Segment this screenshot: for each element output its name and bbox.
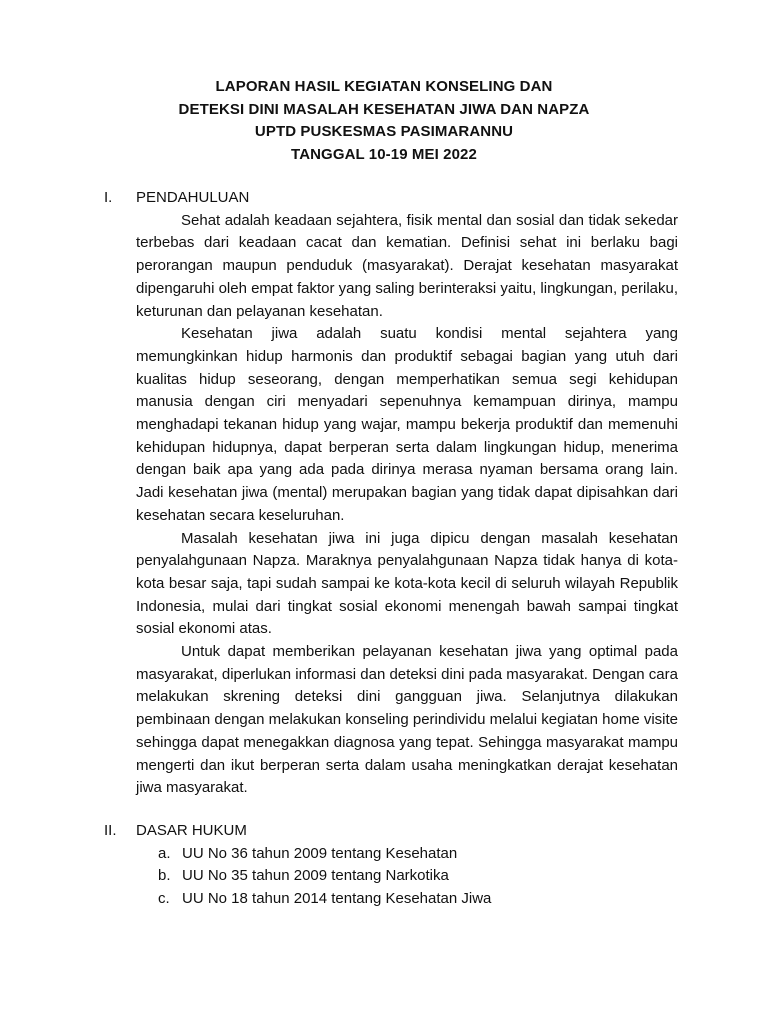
title-line-1: LAPORAN HASIL KEGIATAN KONSELING DAN	[215, 78, 553, 95]
list-marker: c.	[158, 890, 170, 908]
list-marker: a.	[158, 844, 171, 862]
paragraph: Untuk dapat memberikan pelayanan kesehatan jiwa yang optimal pada masyarakat, diperlukan informasi dan deteksi dini pada masyarakat. Dengan cara melakukan skrening deteksi dini gangguan jiwa. Selanjutnya dilakukan pembinaan dengan melakukan konseling perindividu melalui kegiatan home visite sehingga dapat menegakkan diagnosa yang tepat. Sehingga masyarakat mampu mengerti dan ikut berperan serta dalam usaha meningkatkan derajat kesehatan jiwa masyarakat.	[136, 643, 679, 797]
paragraph: Sehat adalah keadaan sejahtera, fisik mental dan sosial dan tidak sekedar terbebas dari keadaan cacat dan kematian. Definisi sehat ini berlaku bagi perorangan maupun penduduk (masyarakat). Derajat kesehatan masyarakat dipengaruhi oleh empat faktor yang saling berinteraksi yaitu, lingkungan, perilaku, keturunan dan pelayanan kesehatan.	[136, 211, 678, 320]
section-dasar-hukum	[0, 820, 768, 911]
paragraph: Kesehatan jiwa adalah suatu kondisi mental sejahtera yang memungkinkan hidup harmonis dan produktif sebagai bagian yang utuh dari kualitas hidup seseorang, dengan memperhatikan semua segi kehidupan manusia dengan ciri menyadari sepenuhnya kemampuan dirinya, mampu menghadapi tekanan hidup yang wajar, mampu bekerja produktif dan memenuhi kehidupan hidupnya, dapat berperan serta dalam lingkungan hidup, menerima dengan baik apa yang ada pada dirinya merasa nyaman bersama orang lain. Jadi kesehatan jiwa (mental) merupakan bagian yang tidak dapat dipisahkan dari kesehatan secara keseluruhan.	[136, 325, 678, 524]
list-item	[0, 888, 768, 911]
section-number: II.	[104, 822, 117, 839]
title-line-4: TANGGAL 10-19 MEI 2022	[291, 146, 477, 164]
report-title	[0, 76, 768, 167]
list-item-text: UU No 35 tahun 2009 tentang Narkotika	[182, 867, 449, 885]
section-pendahuluan	[0, 187, 768, 800]
paragraph: Masalah kesehatan jiwa ini juga dipicu dengan masalah kesehatan penyalahgunaan Napza. Maraknya penyalahgunaan Napza tidak hanya di kota-kota besar saja, tapi sudah sampai ke kota-kota kecil di seluruh wilayah Republik Indonesia, mulai dari tingkat sosial ekonomi menengah bawah sampai tingkat sosial ekonomi atas.	[136, 529, 678, 638]
title-line-2: DETEKSI DINI MASALAH KESEHATAN JIWA DAN NAPZA	[178, 100, 590, 118]
list-item	[0, 865, 768, 888]
list-item	[0, 843, 768, 866]
list-item-text: UU No 36 tahun 2009 tentang Kesehatan	[182, 844, 458, 862]
section-number: I.	[104, 189, 113, 206]
section-heading	[0, 187, 768, 210]
title-line-3: UPTD PUSKESMAS PASIMARANNU	[254, 123, 514, 141]
section-heading	[0, 820, 768, 843]
list-marker: b.	[158, 867, 171, 885]
section-title: PENDAHULUAN	[136, 189, 250, 206]
list-item-text: UU No 18 tahun 2014 tentang Kesehatan Jiwa	[182, 890, 492, 908]
section-title: DASAR HUKUM	[136, 822, 247, 839]
